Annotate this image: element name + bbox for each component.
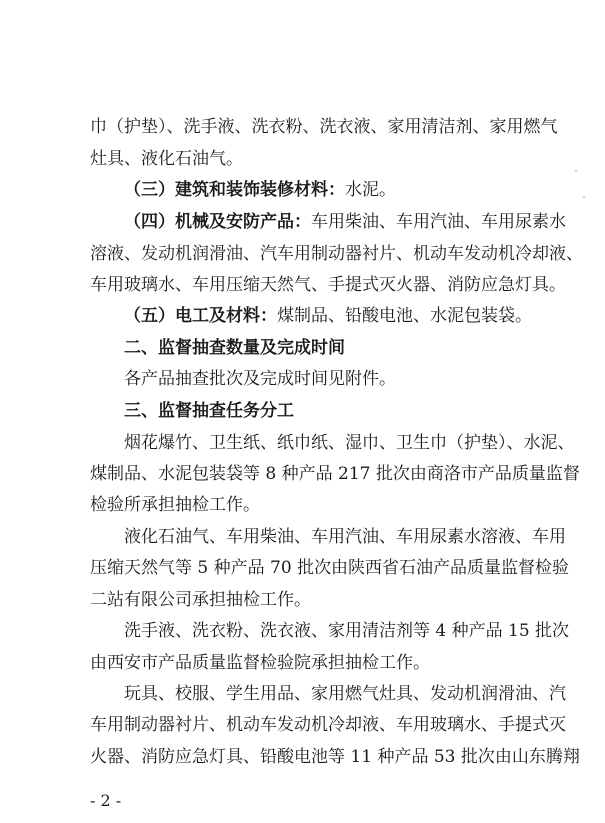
- body-line: 洗手液、洗衣粉、洗衣液、家用清洁剂等 4 种产品 15 批次: [124, 621, 570, 641]
- scan-speck: [575, 170, 577, 172]
- body-line: 压缩天然气等 5 种产品 70 批次由陕西省石油产品质量监督检验: [90, 558, 570, 578]
- body-line: 玩具、校服、学生用品、家用燃气灶具、发动机润滑油、汽: [124, 684, 566, 704]
- body-line: 液化石油气、车用柴油、车用汽油、车用尿素水溶液、车用: [124, 527, 566, 547]
- body-line: 溶液、发动机润滑油、汽车用制动器衬片、机动车发动机冷却液、: [90, 244, 583, 264]
- body-line: 各产品抽查批次及完成时间见附件。: [124, 369, 396, 389]
- scan-speck: [583, 196, 585, 198]
- body-line: 由西安市产品质量监督检验院承担抽检工作。: [90, 653, 430, 673]
- body-line: 煤制品、水泥包装袋等 8 种产品 217 批次由商洛市产品质量监督: [90, 464, 580, 484]
- body-line: 火器、消防应急灯具、铅酸电池等 11 种产品 53 批次由山东腾翔: [90, 747, 580, 767]
- subsection-content: 车用柴油、车用汽油、车用尿素水: [311, 212, 566, 232]
- body-line: 检验所承担抽检工作。: [90, 495, 260, 515]
- subsection-three: [124, 177, 605, 203]
- body-line: 车用制动器衬片、机动车发动机冷却液、车用玻璃水、手提式灭: [90, 715, 566, 735]
- section-heading-three: 三、监督抽查任务分工: [124, 401, 294, 421]
- body-line: 灶具、液化石油气。: [90, 149, 243, 169]
- body-line: 巾（护垫）、洗手液、洗衣粉、洗衣液、家用清洁剂、家用燃气: [90, 117, 558, 137]
- subsection-heading: （四）机械及安防产品：: [124, 212, 311, 232]
- body-line: 二站有限公司承担抽检工作。: [90, 590, 311, 610]
- subsection-heading: （三）建筑和装饰装修材料：: [124, 180, 345, 200]
- page-number: - 2 -: [90, 791, 122, 810]
- subsection-five: [124, 303, 605, 329]
- body-line: 烟花爆竹、卫生纸、纸巾纸、湿巾、卫生巾（护垫）、水泥、: [124, 433, 575, 453]
- section-heading-two: 二、监督抽查数量及完成时间: [124, 338, 345, 358]
- subsection-heading: （五）电工及材料：: [124, 306, 277, 326]
- subsection-content: 水泥。: [345, 180, 396, 200]
- subsection-content: 煤制品、铅酸电池、水泥包装袋。: [277, 306, 532, 326]
- subsection-four: [124, 209, 605, 235]
- body-line: 车用玻璃水、车用压缩天然气、手提式灭火器、消防应急灯具。: [90, 275, 566, 295]
